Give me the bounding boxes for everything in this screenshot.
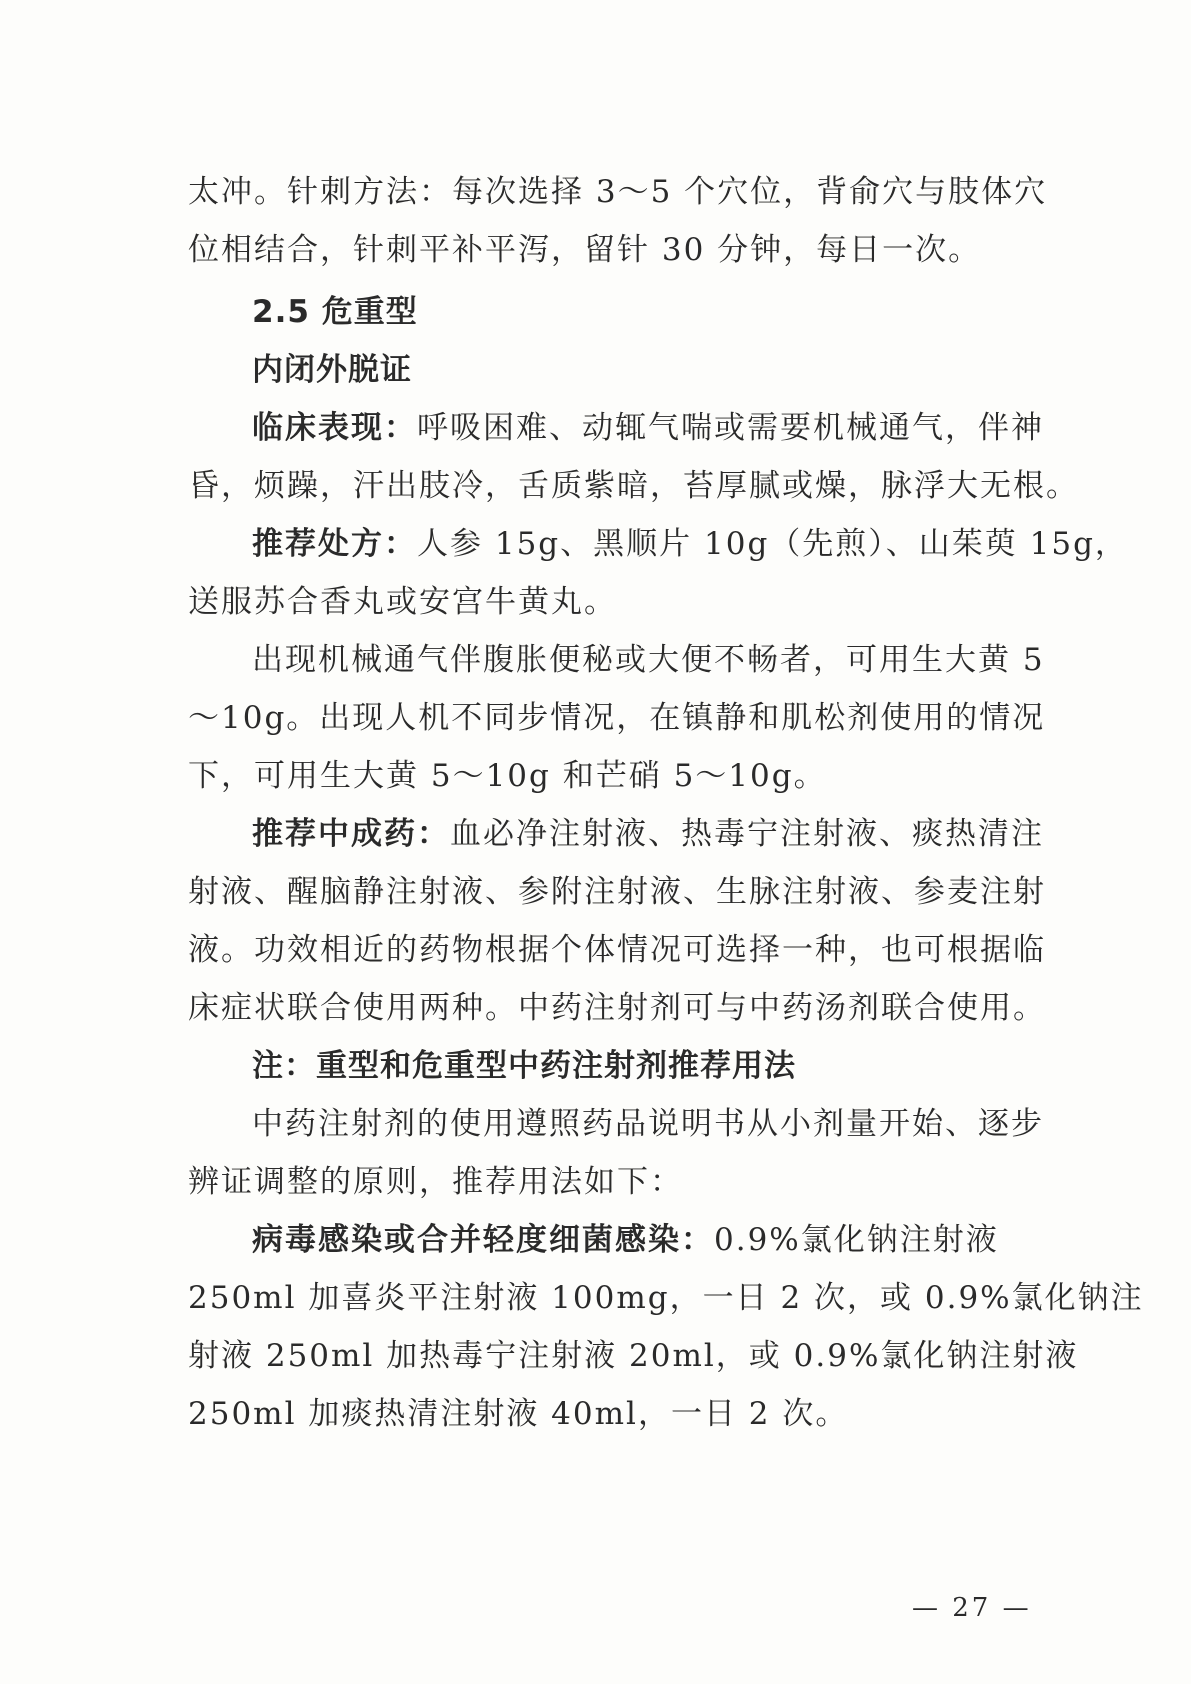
text: 中药注射剂的使用遵照药品说明书从小剂量开始、逐步 (252, 1106, 1044, 1142)
text: 250ml 加痰热清注射液 40ml，一日 2 次。 (188, 1396, 849, 1432)
infection-usage-line (252, 1220, 1092, 1260)
text: 出现机械通气伴腹胀便秘或大便不畅者，可用生大黄 5 (252, 642, 1045, 678)
label: 临床表现： (252, 410, 417, 446)
text: 位相结合，针刺平补平泻，留针 30 分钟，每日一次。 (188, 232, 982, 268)
text: 250ml 加喜炎平注射液 100mg，一日 2 次，或 0.9%氯化钠注 (188, 1280, 1144, 1316)
body-text-line (188, 872, 1046, 912)
text: 床症状联合使用两种。中药注射剂可与中药汤剂联合使用。 (188, 990, 1046, 1026)
text: 0.9%氯化钠注射液 (714, 1222, 999, 1258)
body-text-line (188, 988, 1046, 1028)
patent-medicine-line (252, 814, 1092, 854)
label: 推荐中成药： (252, 816, 450, 852)
text: 射液、醒脑静注射液、参附注射液、生脉注射液、参麦注射 (188, 874, 1046, 910)
text: ～10g。出现人机不同步情况，在镇静和肌松剂使用的情况 (188, 700, 1046, 736)
body-text-line (188, 466, 1079, 506)
clinical-manifestation-line (252, 408, 1092, 448)
text: 下，可用生大黄 5～10g 和芒硝 5～10g。 (188, 758, 827, 794)
label: 推荐处方： (252, 526, 417, 562)
subsection-heading (252, 350, 1092, 390)
heading-text: 注：重型和危重型中药注射剂推荐用法 (252, 1048, 796, 1084)
body-text-line (188, 230, 1028, 270)
body-text-line (188, 1394, 1028, 1434)
page-number: — 27 — (912, 1593, 1032, 1623)
body-text-line (188, 1162, 1028, 1202)
body-text-line (188, 582, 1028, 622)
section-heading (252, 292, 1092, 332)
body-text-line (188, 172, 1048, 212)
text: 太冲。针刺方法：每次选择 3～5 个穴位，背俞穴与肢体穴 (188, 174, 1048, 210)
text: 人参 15g、黑顺片 10g（先煎）、山茱萸 15g， (417, 526, 1128, 562)
label: 病毒感染或合并轻度细菌感染： (252, 1222, 714, 1258)
prescription-line (252, 524, 1128, 564)
text: 血必净注射液、热毒宁注射液、痰热清注 (450, 816, 1044, 852)
heading-text: 内闭外脱证 (252, 352, 412, 388)
body-text-line (188, 930, 1046, 970)
heading-text: 2.5 危重型 (252, 294, 418, 330)
text: 送服苏合香丸或安宫牛黄丸。 (188, 584, 617, 620)
body-text-line (252, 1104, 1092, 1144)
text: 辨证调整的原则，推荐用法如下： (188, 1164, 683, 1200)
body-text-line (188, 1336, 1079, 1376)
text: 呼吸困难、动辄气喘或需要机械通气，伴神 (417, 410, 1044, 446)
text: 射液 250ml 加热毒宁注射液 20ml，或 0.9%氯化钠注射液 (188, 1338, 1079, 1374)
body-text-line (188, 698, 1046, 738)
text: 液。功效相近的药物根据个体情况可选择一种，也可根据临 (188, 932, 1046, 968)
body-text-line (188, 756, 1028, 796)
note-heading (252, 1046, 1092, 1086)
body-text-line (188, 1278, 1144, 1318)
text: 昏，烦躁，汗出肢冷，舌质紫暗，苔厚腻或燥，脉浮大无根。 (188, 468, 1079, 504)
body-text-line (252, 640, 1092, 680)
